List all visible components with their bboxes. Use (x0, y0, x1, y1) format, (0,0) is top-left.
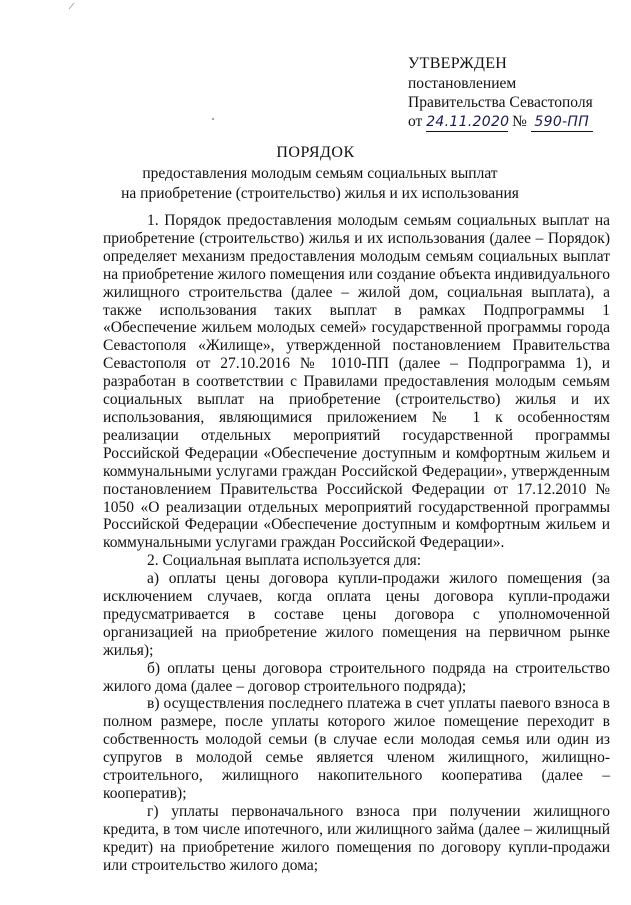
document-subtitle (80, 164, 560, 204)
approval-date-field (426, 113, 508, 132)
approval-from-prefix: от (408, 113, 423, 130)
paragraph-2d: г) уплаты первоначального взноса при получении жилищного кредита, в том числе ипотечного, или жилищного займа (далее – жилищный кредит) на приобретение жилого помещения по договору купли-продажи или строительство жилого дома; (103, 802, 610, 874)
document-title: ПОРЯДОК (276, 144, 355, 161)
scan-mark (68, 2, 76, 10)
approval-number-field (531, 113, 593, 132)
approval-date: 24.11.2020 (426, 114, 510, 130)
document-body (103, 212, 610, 875)
approval-stamp (408, 54, 623, 132)
approval-date-row (408, 112, 623, 132)
subtitle-line-2: на приобретение (строительство) жилья и их использования (121, 185, 519, 202)
paragraph-2c: в) осуществления последнего платежа в счет уплаты паевого взноса в полном размере, после уплаты которого жилое помещение переходит в собственность молодой семьи (в случае если молодая семья или один из супругов в молодой семье является членом жилищного, жилищно-строительного, жилищного накопительного кооператива (далее – кооператив); (103, 695, 610, 802)
paragraph-1: 1. Порядок предоставления молодым семьям социальных выплат на приобретение (строительство) жилья и их использования (далее – Порядок) определяет механизм предоставления молодым семьям социальных выплат на приобретение жилого помещения или создание объекта индивидуального жилищного строительства (далее – жилой дом, социальная выплата), а также использования таких выплат в рамках Подпрограммы 1 «Обеспечение жильем молодых семей» государственной программы города Севастополя «Жилище», утвержденной постановлением Правительства Севастополя от 27.10.2016 № 1010-ПП (далее – Подпрограмма 1), и разработан в соответствии с Правилами предоставления молодым семьям социальных выплат на приобретение (строительство) жилья и их использования, являющимися приложением № 1 к особенностям реализации отдельных мероприятий государственной программы Российской Федерации «Обеспечение доступным и комфортным жильем и коммунальными услугами граждан Российской Федерации», утвержденным постановлением Правительства Российской Федерации от 17.12.2010 № 1050 «О реализации отдельных мероприятий государственной программы Российской Федерации «Обеспечение доступным и комфортным жильем и коммунальными услугами граждан Российской Федерации». (103, 212, 610, 552)
approval-heading: УТВЕРЖДЕН (408, 55, 508, 72)
paragraph-2: 2. Социальная выплата используется для: (147, 552, 422, 570)
approval-number: 590-ПП (534, 114, 590, 130)
approval-line-2: Правительства Севастополя (408, 94, 593, 111)
paragraph-2a: а) оплаты цены договора купли-продажи жилого помещения (за исключением случаев, когда оплата цены договора купли-продажи предусматривается в составе цены договора с уполномоченной организацией на приобретение жилого помещения на первичном рынке жилья); (103, 570, 610, 659)
subtitle-line-1: предоставления молодым семьям социальных выплат (142, 165, 498, 182)
approval-line-1: постановлением (408, 75, 517, 92)
scan-dot (212, 118, 214, 120)
paragraph-2b: б) оплаты цены договора строительного подряда на строительство жилого дома (далее – договор строительного подряда); (103, 659, 610, 695)
approval-number-prefix: № (512, 113, 527, 130)
